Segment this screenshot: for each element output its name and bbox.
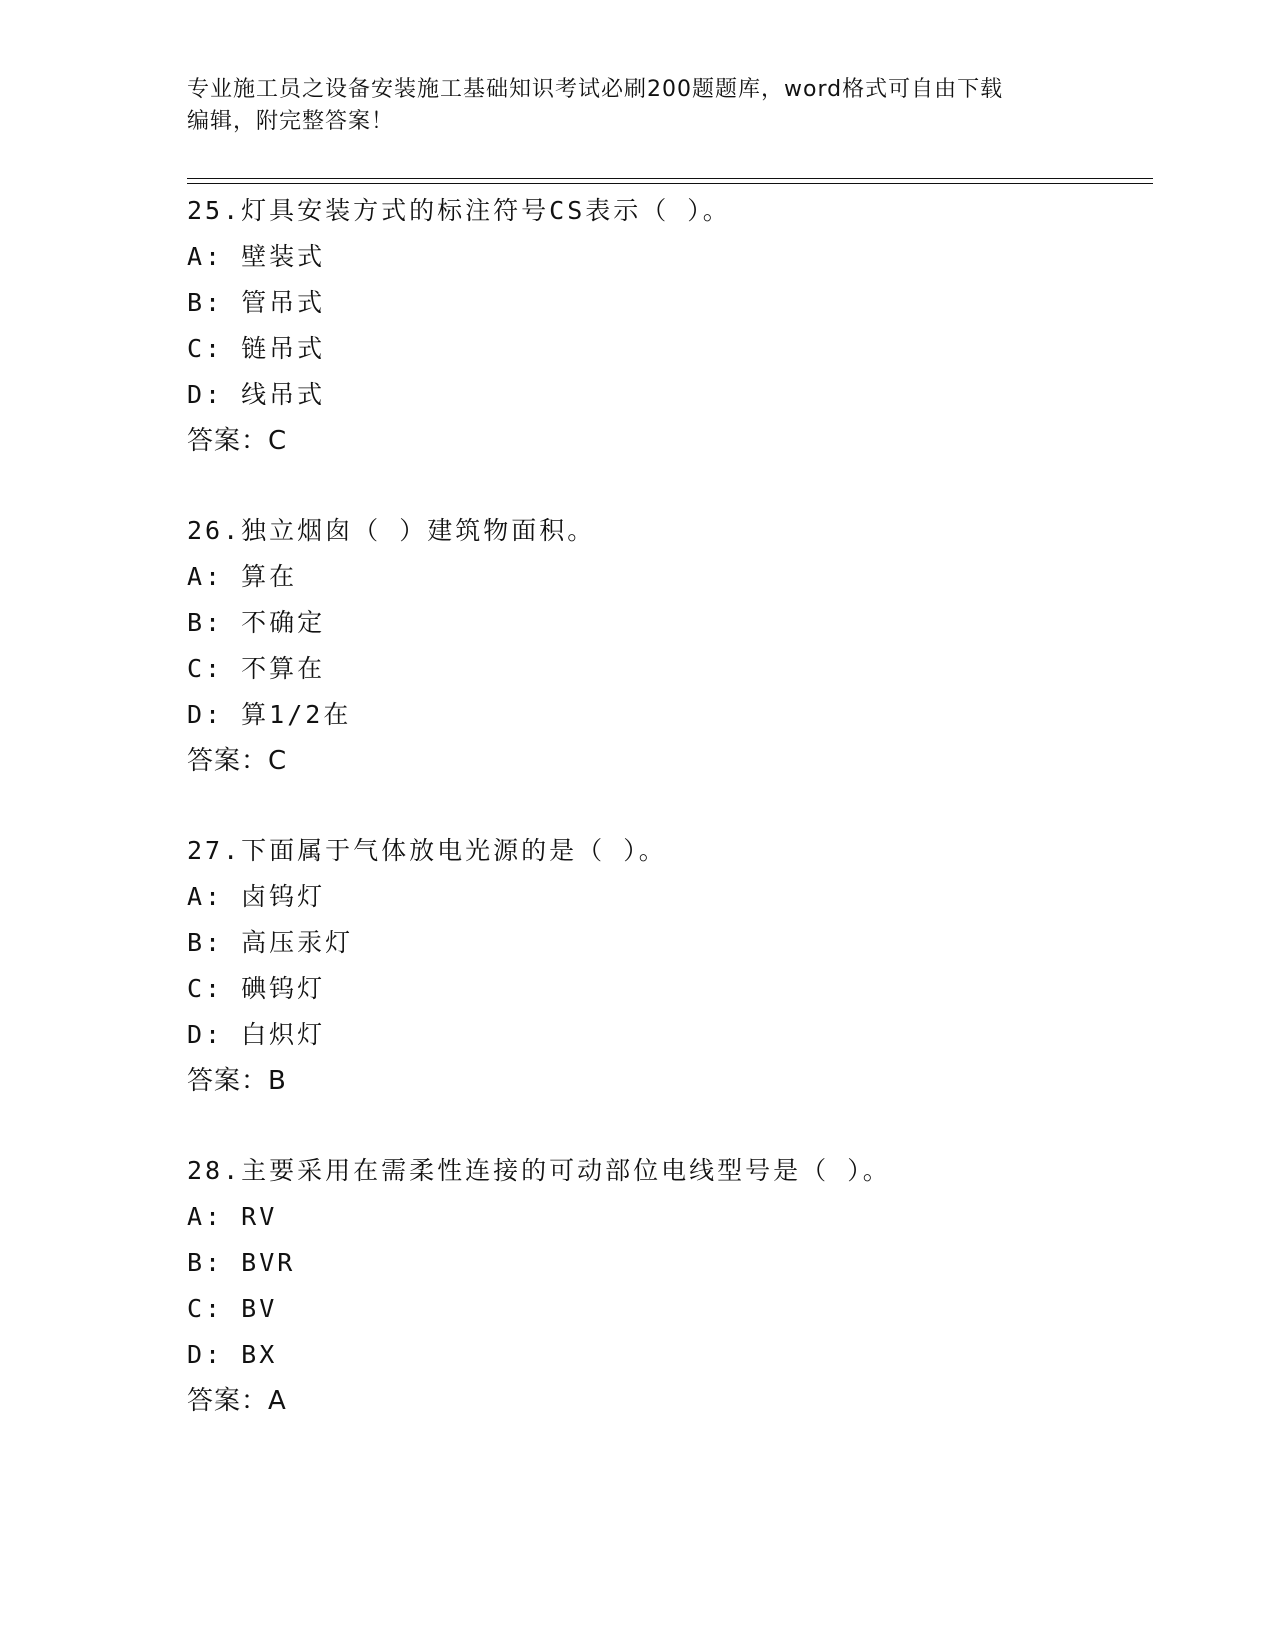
answer-label: 答案：B <box>187 1066 287 1096</box>
question-stem: 28.主要采用在需柔性连接的可动部位电线型号是（ ）。 <box>187 1156 891 1185</box>
option-letter: D: <box>187 700 224 729</box>
option-letter: C: <box>187 974 224 1003</box>
option-a <box>187 554 1147 600</box>
option-letter: D: <box>187 380 224 409</box>
option-text: 白炽灯 <box>241 1020 326 1049</box>
question-stem: 27.下面属于气体放电光源的是（ ）。 <box>187 836 667 865</box>
question-26 <box>187 508 1147 784</box>
option-d <box>187 1332 1147 1378</box>
header-line-1: 专业施工员之设备安装施工基础知识考试必刷200题题库，word格式可自由下载 <box>187 77 1004 102</box>
question-stem: 26.独立烟囱（ ）建筑物面积。 <box>187 516 596 545</box>
header-divider-bottom <box>187 183 1153 184</box>
answer-label: 答案：A <box>187 1386 287 1416</box>
question-28 <box>187 1148 1147 1424</box>
option-letter: B: <box>187 1248 224 1277</box>
option-d <box>187 372 1147 418</box>
option-b <box>187 920 1147 966</box>
option-c <box>187 1286 1147 1332</box>
option-text: BV <box>241 1294 278 1323</box>
option-a <box>187 234 1147 280</box>
header-line-2: 编辑，附完整答案！ <box>187 109 395 134</box>
option-text: 算在 <box>241 562 298 591</box>
question-stem: 25.灯具安装方式的标注符号CS表示（ ）。 <box>187 196 731 225</box>
option-text: BVR <box>241 1248 296 1277</box>
option-c <box>187 326 1147 372</box>
option-b <box>187 1240 1147 1286</box>
option-letter: A: <box>187 562 224 591</box>
header-divider-top <box>187 178 1153 179</box>
option-b <box>187 280 1147 326</box>
option-text: 碘钨灯 <box>241 974 326 1003</box>
option-text: 链吊式 <box>241 334 326 363</box>
option-text: 管吊式 <box>241 288 326 317</box>
option-a <box>187 1194 1147 1240</box>
option-text: 不算在 <box>241 654 326 683</box>
question-25 <box>187 188 1147 464</box>
option-letter: A: <box>187 1202 224 1231</box>
option-text: 线吊式 <box>241 380 326 409</box>
option-text: 算1/2在 <box>241 700 352 729</box>
option-letter: B: <box>187 288 224 317</box>
option-letter: A: <box>187 882 224 911</box>
option-text: RV <box>241 1202 278 1231</box>
option-letter: A: <box>187 242 224 271</box>
option-d <box>187 692 1147 738</box>
option-letter: C: <box>187 654 224 683</box>
option-b <box>187 600 1147 646</box>
option-a <box>187 874 1147 920</box>
option-d <box>187 1012 1147 1058</box>
question-27 <box>187 828 1147 1104</box>
option-letter: B: <box>187 608 224 637</box>
option-letter: C: <box>187 1294 224 1323</box>
option-letter: B: <box>187 928 224 957</box>
option-text: 不确定 <box>241 608 326 637</box>
option-c <box>187 646 1147 692</box>
option-text: BX <box>241 1340 278 1369</box>
document-header <box>187 74 1087 138</box>
answer-label: 答案：C <box>187 746 288 776</box>
option-letter: C: <box>187 334 224 363</box>
option-c <box>187 966 1147 1012</box>
option-text: 壁装式 <box>241 242 326 271</box>
option-text: 高压汞灯 <box>241 928 354 957</box>
answer-label: 答案：C <box>187 426 288 456</box>
option-text: 卤钨灯 <box>241 882 326 911</box>
option-letter: D: <box>187 1340 224 1369</box>
option-letter: D: <box>187 1020 224 1049</box>
